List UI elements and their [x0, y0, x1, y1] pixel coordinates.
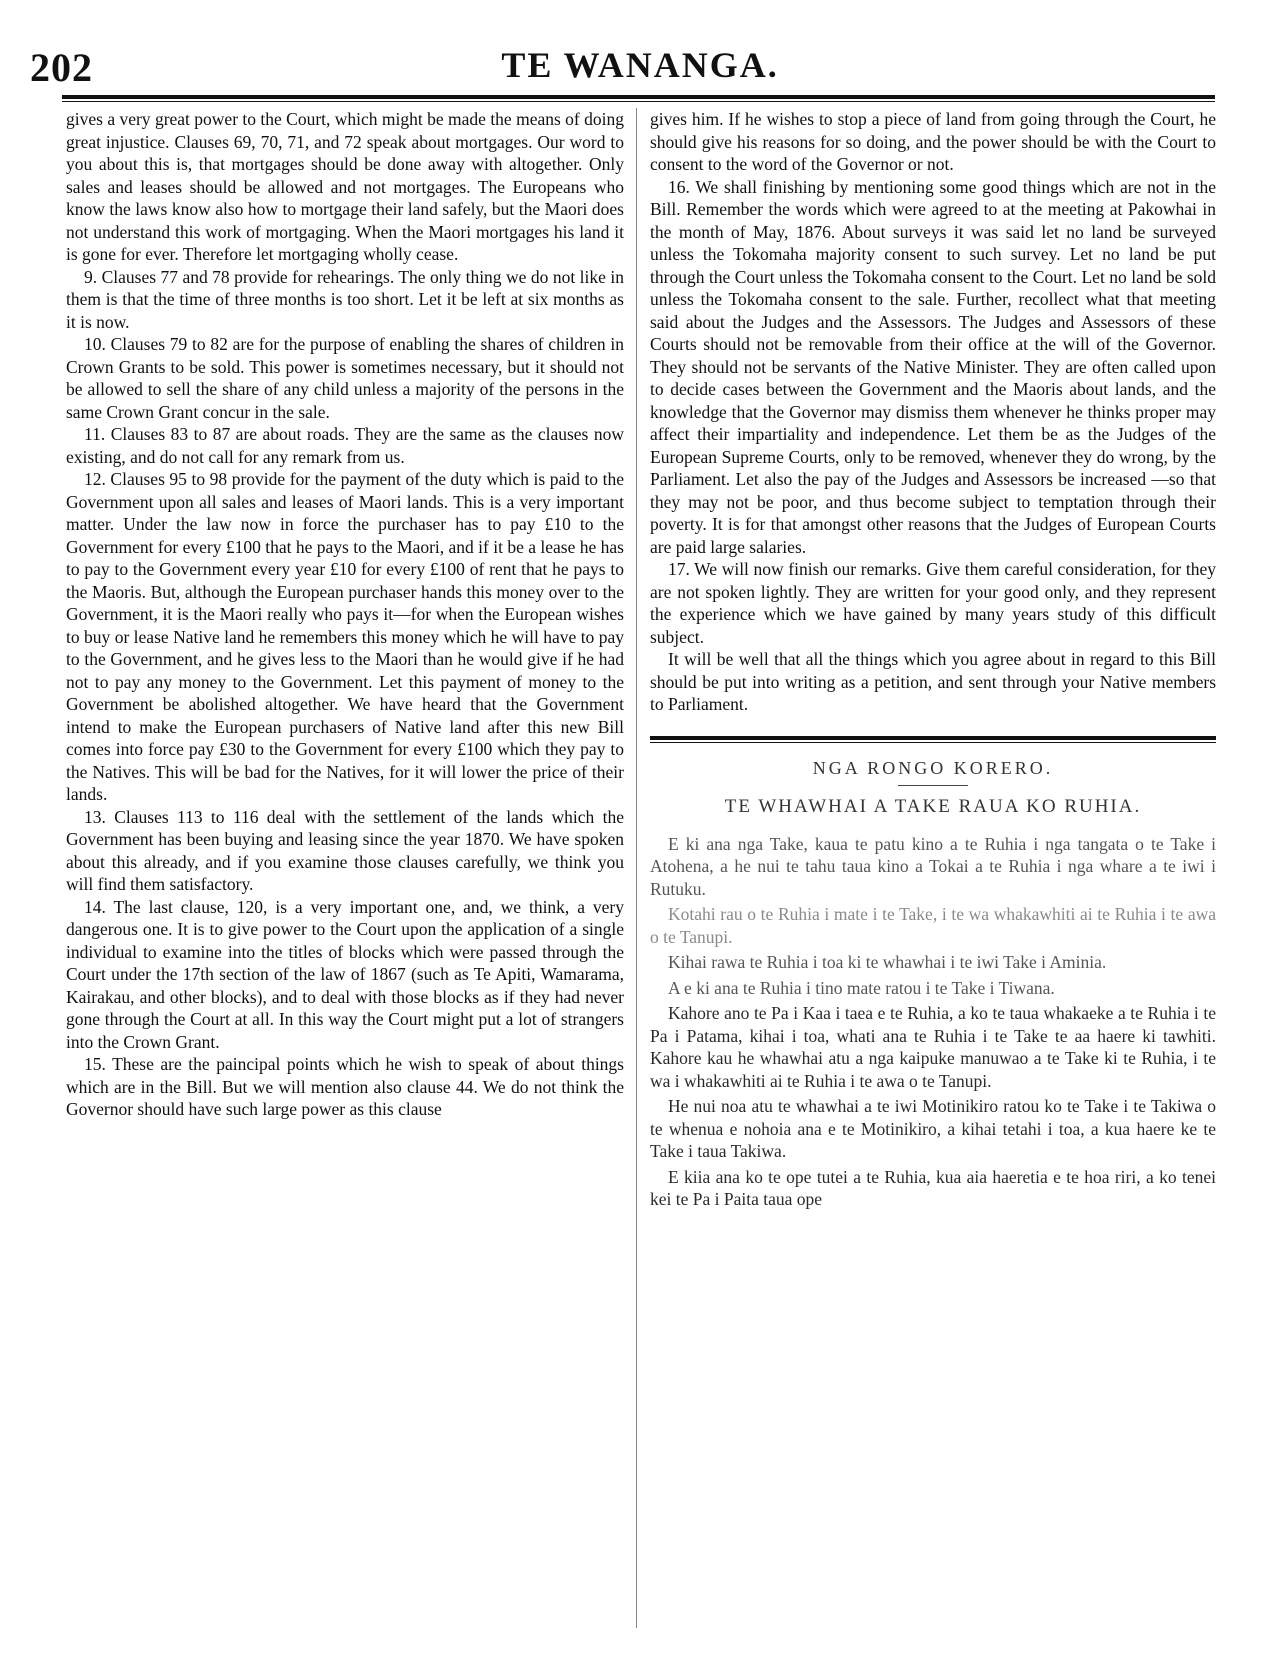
masthead-title: TE WANANGA. — [501, 45, 779, 85]
news-paragraph: He nui noa atu te whawhai a te iwi Motinikiro ratou ko te Take i te Takiwa o te whenua e nohoia ana e te Motinikiro, a kihai tetahi i toa, a kua haere ke te Take i taua Takiwa. — [650, 1096, 1216, 1161]
news-section-subtitle: TE WHAWHAI A TAKE RAUA KO RUHIA. — [724, 796, 1142, 817]
article-paragraph: 12. Clauses 95 to 98 provide for the payment of the duty which is paid to the Government upon all sales and leases of Maori lands. This is a very important matter. Under the law now in force the purchaser has to pay £10 to the Government for every £100 that he pays to the Maori, and if it be a lease he has to pay to the Government every year £10 for every £100 of rent that he pays to the Maoris. But, although the European purchaser hands this money over to the Government, it is the Maori really who pays it—for when the European wishes to buy or lease Native land he remembers this money which he will have to pay to the Government, and he gives less to the Maori than he would give if he had not to pay any money to the Government. Let this payment of money to the Government be abolished altogether. We have heard that the Government intend to make the European purchasers of Native land after this new Bill comes into force pay £30 to the Government for every £100 which they pay to the Natives. This will be bad for the Natives, for it will lower the price of their lands. — [66, 469, 624, 804]
article-paragraph: 17. We will now finish our remarks. Give them careful consideration, for they are not spoken lightly. They are written for your good only, and they represent the experience which we have gained by many years study of this difficult subject. — [650, 559, 1216, 647]
article-paragraph: gives him. If he wishes to stop a piece of land from going through the Court, he should give his reasons for so doing, and the power should be with the Court to consent to the word of the Governor or not. — [650, 109, 1216, 174]
column-divider — [636, 108, 637, 1628]
article-paragraph: gives a very great power to the Court, which might be made the means of doing great injustice. Clauses 69, 70, 71, and 72 speak about mortgages. Our word to you about this is, that mortgages should be done away with altogether. Only sales and leases should be allowed and not mortgages. The Europeans who know the laws know also how to mortgage their land safely, but the Maori does not understand this work of mortgaging. When the Maori mortgages his land it is gone for ever. Therefore let mortgaging wholly cease. — [66, 109, 624, 264]
article-paragraph: 15. These are the paincipal points which he wish to speak of about things which are in the Bill. But we will mention also clause 44. We do not think the Governor should have such large power as this clause — [66, 1054, 624, 1119]
article-paragraph: 9. Clauses 77 and 78 provide for rehearings. The only thing we do not like in them is that the time of three months is too short. Let it be left at six months as it is now. — [66, 266, 624, 332]
article-paragraph: 13. Clauses 113 to 116 deal with the settlement of the lands which the Government has been buying and leasing since the year 1870. We have spoken about this already, and if you examine those clauses carefully, we think you will find them satisfactory. — [66, 806, 624, 894]
news-section-title: NGA RONGO KORERO. — [812, 757, 1054, 778]
article-paragraph: 14. The last clause, 120, is a very important one, and, we think, a very dangerous one. It is to give power to the Court upon the application of a single individual to examine into the titles of blocks which were passed through the Court under the 17th section of the law of 1867 (such as Te Apiti, Wamarama, Kairakau, and other blocks), and to deal with those blocks as if they had never gone through the Court at all. In this way the Court might put a lot of strangers into the Crown Grant. — [66, 896, 624, 1052]
section-rule-thin — [650, 742, 1216, 743]
header-rule — [62, 95, 1215, 99]
news-section — [650, 757, 1216, 1211]
news-paragraph: Kotahi rau o te Ruhia i mate i te Take, i te wa whakawhiti ai te Ruhia i te awa o te Tanupi. — [650, 904, 1216, 947]
article-paragraph: 11. Clauses 83 to 87 are about roads. They are the same as the clauses now existing, and do not call for any remark from us. — [66, 424, 624, 467]
article-paragraph: 16. We shall finishing by mentioning some good things which are not in the Bill. Remember the words which were agreed to at the meeting at Pakowhai in the month of May, 1876. About surveys it was said let no land be surveyed unless the Tokomaha majority consent to such survey. Let no land be put through the Court unless the Tokomaha consent to the Court. Let no land be sold unless the Tokomaha consent to the sale. Further, recollect what that meeting said about the Judges and the Assessors. The Judges and Assessors of these Courts should not be removable from their office at the will of the Governor. They should not be servants of the Native Minister. They are often called upon to decide cases between the Government and the Maoris about lands, and the knowledge that the Governor may dismiss them whenever he thinks proper may affect their impartiality and independence. Let them be as the Judges of the European Supreme Courts, only to be removed, whenever they do wrong, by the Parliament. Let also the pay of the Judges and Assessors be increased —so that they may not be poor, and thus become subject to temptation through their poverty. It is for that amongst other reasons that the Judges of European Courts are paid large salaries. — [650, 176, 1216, 557]
page-number: 202 — [30, 45, 93, 90]
header-rule-thin — [62, 101, 1215, 102]
news-paragraph: Kahore ano te Pa i Kaa i taea e te Ruhia, a ko te taua whakaeke a te Ruhia i te Pa i Patama, kihai i toa, whati ana te Ruhia i te Take te aa haere ki tawhiti. Kahore kau he whawhai atu a nga kaipuke manuwao a te Take ki te Ruhia, i te wa i whakawhiti ai te Ruhia i te awa o te Tanupi. — [650, 1003, 1216, 1091]
left-column — [66, 108, 624, 1121]
title-ornament-rule — [898, 785, 968, 786]
article-paragraph: It will be well that all the things which you agree about in regard to this Bill should be put into writing as a petition, and sent through your Native members to Parliament. — [650, 649, 1216, 714]
news-paragraph: E ki ana nga Take, kaua te patu kino a te Ruhia i nga tangata o te Take i Atohena, a he nui te tahu taua kino a Tokai a te Ruhia i nga whare a te iwi i Rutuku. — [650, 833, 1216, 899]
right-column — [650, 108, 1216, 1214]
section-rule — [650, 736, 1216, 740]
article-paragraph: 10. Clauses 79 to 82 are for the purpose of enabling the shares of children in Crown Grants to be sold. This power is sometimes necessary, but it should not be allowed to sell the share of any child unless a majority of the persons in the same Crown Grant concur in the sale. — [66, 334, 624, 422]
news-paragraph: A e ki ana te Ruhia i tino mate ratou i te Take i Tiwana. — [668, 977, 1055, 998]
news-paragraph: Kihai rawa te Ruhia i toa ki te whawhai i te iwi Take i Aminia. — [668, 952, 1107, 972]
news-paragraph: E kiia ana ko te ope tutei a te Ruhia, kua aia haeretia e te hoa riri, a ko tenei kei te Pa i Paita taua ope — [650, 1166, 1216, 1209]
